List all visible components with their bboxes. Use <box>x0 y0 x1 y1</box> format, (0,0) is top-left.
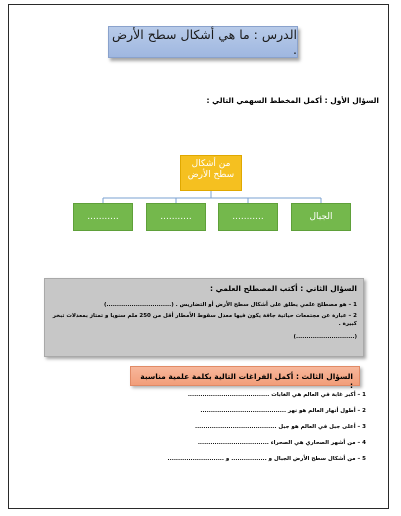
tree-leaf-blank-2: ........... <box>146 203 206 231</box>
question2-item-1: 1 – هو مصطلح علمي يطلق على أشكال سطح الأرض أو التضاريس . (...............................) <box>103 302 357 308</box>
question2-answer-blank: (............................) <box>293 334 357 340</box>
lesson-title: الدرس : ما هي أشكال سطح الأرض . <box>108 26 298 58</box>
question2-box <box>44 278 364 357</box>
question3-item-5: 5 – من أشكال سطح الأرض الجبال و ................. و ........................... <box>167 456 366 462</box>
tree-leaf-mountains: الجبال <box>291 203 351 231</box>
question2-item-2: 2 – عبارة عن مجتمعات حياتية جافة يكون فيها معدل سقوط الأمطار أقل من 250 ملم سنويا و تمتاز بمعدلات تبخر كبيرة . <box>52 313 357 327</box>
question3-item-2: 2 – أطول أنهار العالم هو نهر ......................................... <box>200 408 366 414</box>
question1-heading: السؤال الأول : أكمل المخطط السهمي التالي : <box>206 96 379 105</box>
question3-item-3: 3 – أعلى جبل في العالم هو جبل ....................................... <box>195 424 366 430</box>
tree-leaf-blank-3: ........... <box>73 203 133 231</box>
question2-heading: السؤال الثاني : أكتب المصطلح العلمي : <box>210 284 357 293</box>
question3-item-1: 1 – أكبر غابة في العالم هي الغابات ....................................... <box>187 392 366 398</box>
question3-list <box>116 391 366 471</box>
tree-leaf-blank-1: ........... <box>218 203 278 231</box>
question3-heading: السؤال الثالث : أكمل الفراغات التالية بكلمة علمية مناسبة : <box>130 366 360 386</box>
question3-item-4: 4 – من أشهر الصحاري هي الصحراء .................................. <box>197 440 366 446</box>
tree-root-box: من أشكال سطح الأرض <box>180 155 242 191</box>
